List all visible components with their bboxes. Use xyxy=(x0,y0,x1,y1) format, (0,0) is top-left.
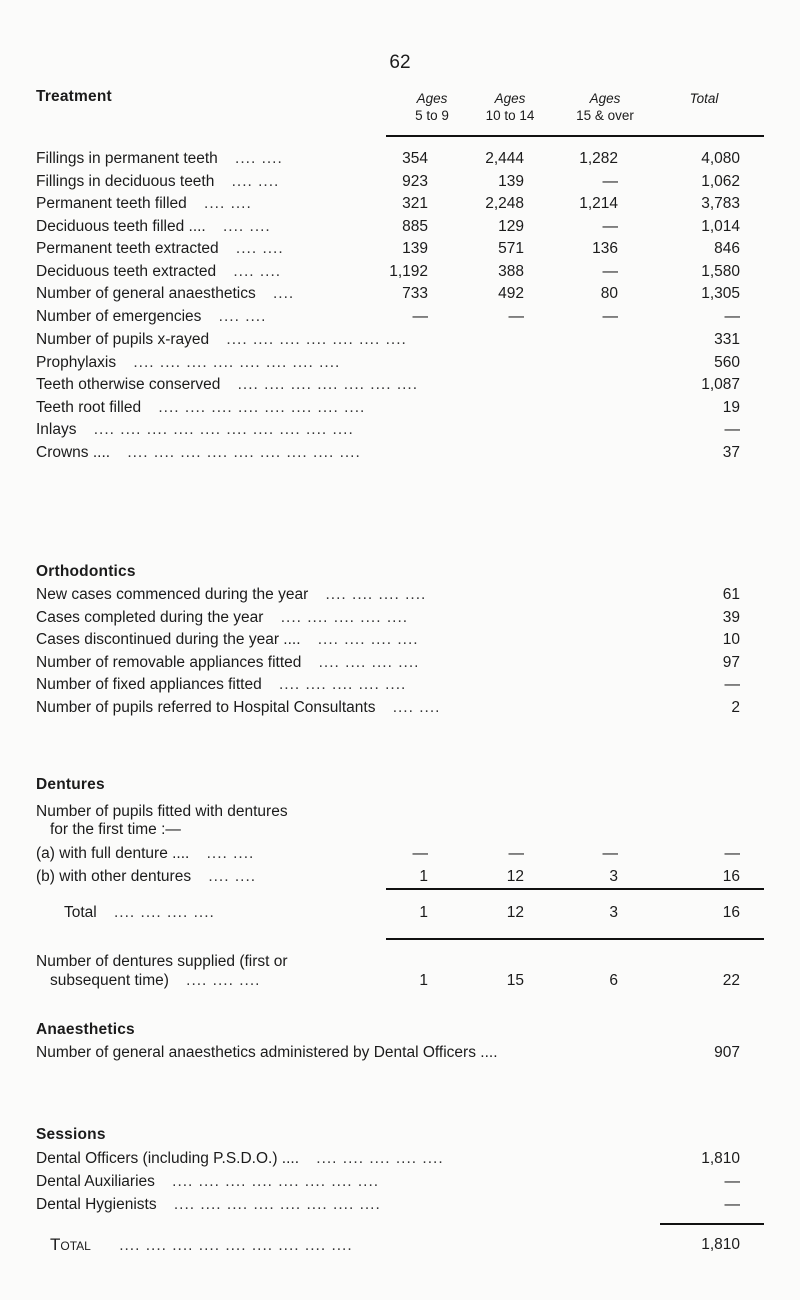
treatment-row-label: Number of emergencies .... .... xyxy=(36,307,267,325)
treatment-row-c1: 733 xyxy=(402,285,428,302)
dentures-heading: Dentures xyxy=(36,776,105,793)
treatment-row-c1: 139 xyxy=(402,240,428,257)
orthodontics-row-label: Number of removable appliances fitted .... .... .... .... xyxy=(36,653,420,671)
page-number: 62 xyxy=(389,52,411,73)
treatment-row-total: 1,014 xyxy=(701,217,740,235)
treatment-total-row-value: 37 xyxy=(722,443,740,461)
dentures-intro-line1: Number of pupils fitted with dentures xyxy=(36,803,288,820)
treatment-total-row-value: — xyxy=(724,421,740,438)
dentures-row-label: (a) with full denture .... .... .... xyxy=(36,845,255,862)
treatment-row-c3: 80 xyxy=(600,285,618,302)
treatment-row-c3: — xyxy=(602,262,618,280)
supplied-c2: 15 xyxy=(506,972,524,989)
orthodontics-row-value: — xyxy=(724,676,740,693)
col-header-15-over: Ages 15 & over xyxy=(576,91,634,123)
treatment-heading: Treatment xyxy=(36,88,112,105)
treatment-row-label: Permanent teeth extracted .... .... xyxy=(36,240,284,257)
orthodontics-row-value: 2 xyxy=(731,698,740,716)
header-rule xyxy=(386,135,764,137)
treatment-row-c2: — xyxy=(508,307,524,325)
treatment-total-row-label: Crowns .... .... .... .... .... .... .... .... .... .... xyxy=(36,443,361,461)
treatment-row-label: Fillings in deciduous teeth .... .... xyxy=(36,172,280,190)
treatment-row-c3: — xyxy=(602,172,618,190)
treatment-row-c3: 136 xyxy=(592,240,618,257)
col-header-total: Total xyxy=(689,91,719,106)
sessions-row-label: Dental Officers (including P.S.D.O.) .... .... .... .... .... .... xyxy=(36,1150,444,1167)
sessions-heading: Sessions xyxy=(36,1126,106,1143)
treatment-row-label: Deciduous teeth extracted .... .... xyxy=(36,262,282,280)
sessions-row-label: Dental Auxiliaries .... .... .... .... .... .... .... .... xyxy=(36,1173,380,1190)
treatment-row-total: 1,305 xyxy=(701,285,740,302)
treatment-row-c1: 354 xyxy=(402,150,428,167)
sessions-total-label: Total .... .... .... .... .... .... .... .... .... xyxy=(50,1235,353,1254)
anaesthetics-heading: Anaesthetics xyxy=(36,1021,135,1038)
dentures-row-total: — xyxy=(724,845,740,862)
treatment-total-row-value: 1,087 xyxy=(701,376,740,393)
treatment-row-c3: — xyxy=(602,217,618,235)
treatment-total-row-label: Inlays .... .... .... .... .... .... .... .... .... .... xyxy=(36,421,354,438)
treatment-row-total: 4,080 xyxy=(701,150,740,167)
treatment-total-row-label: Prophylaxis .... .... .... .... .... .... .... .... xyxy=(36,353,341,371)
col-header-5-9: Ages 5 to 9 xyxy=(415,91,449,123)
orthodontics-heading: Orthodontics xyxy=(36,563,136,580)
treatment-row-total: — xyxy=(724,307,740,325)
sessions-row-value: — xyxy=(724,1196,740,1213)
orthodontics-row-label: Number of pupils referred to Hospital Consultants .... .... xyxy=(36,698,441,716)
treatment-row-c1: 1,192 xyxy=(389,262,428,280)
dentures-row-c1: 1 xyxy=(419,867,428,885)
dentures-row-c1: — xyxy=(412,845,428,862)
sessions-row-value: 1,810 xyxy=(701,1150,740,1167)
dentures-rule-top xyxy=(386,888,764,890)
treatment-row-c2: 2,444 xyxy=(485,150,524,167)
sessions-row-value: — xyxy=(724,1173,740,1190)
treatment-total-row-value: 560 xyxy=(714,353,740,371)
treatment-row-total: 846 xyxy=(714,240,740,257)
dentures-row-label: (b) with other dentures .... .... xyxy=(36,867,257,885)
dentures-row-c3: — xyxy=(602,845,618,862)
treatment-row-c3: 1,282 xyxy=(579,150,618,167)
anaesthetics-label: Number of general anaesthetics administered by Dental Officers .... xyxy=(36,1044,498,1061)
orthodontics-row-label: Cases discontinued during the year .... .... .... .... .... xyxy=(36,631,419,648)
sessions-total-value: 1,810 xyxy=(701,1236,740,1253)
supplied-c3: 6 xyxy=(609,972,618,989)
treatment-row-c3: — xyxy=(602,307,618,325)
sessions-row-label: Dental Hygienists .... .... .... .... .... .... .... .... xyxy=(36,1196,381,1213)
col-header-10-14: Ages 10 to 14 xyxy=(485,91,535,123)
orthodontics-row-label: New cases commenced during the year .... .... .... .... xyxy=(36,586,427,603)
dentures-total-c1: 1 xyxy=(419,904,428,921)
dentures-row-c2: — xyxy=(508,845,524,862)
treatment-row-c2: 571 xyxy=(498,240,524,257)
orthodontics-row-value: 10 xyxy=(722,631,740,648)
treatment-row-total: 3,783 xyxy=(701,195,740,212)
treatment-row-c1: 321 xyxy=(402,195,428,212)
treatment-row-label: Fillings in permanent teeth .... .... xyxy=(36,150,283,167)
dentures-supplied-line2: subsequent time) .... .... .... xyxy=(50,972,261,989)
dentures-total-label: Total .... .... .... .... xyxy=(64,904,215,921)
orthodontics-row-label: Cases completed during the year .... .... .... .... .... xyxy=(36,608,409,626)
dentures-row-total: 16 xyxy=(722,867,740,885)
dentures-intro-line2: for the first time :— xyxy=(50,821,181,838)
sessions-rule xyxy=(660,1223,764,1225)
dentures-supplied-line1: Number of dentures supplied (first or xyxy=(36,953,288,970)
orthodontics-row-value: 97 xyxy=(722,653,740,671)
orthodontics-row-label: Number of fixed appliances fitted .... .... .... .... .... xyxy=(36,676,407,693)
supplied-c1: 1 xyxy=(419,972,428,989)
treatment-row-c2: 388 xyxy=(498,262,524,280)
treatment-row-c3: 1,214 xyxy=(579,195,618,212)
treatment-row-c2: 129 xyxy=(498,217,524,235)
treatment-row-label: Number of general anaesthetics .... xyxy=(36,285,295,302)
dentures-row-c3: 3 xyxy=(609,867,618,885)
treatment-row-c2: 139 xyxy=(498,172,524,190)
treatment-row-label: Deciduous teeth filled .... .... .... xyxy=(36,217,271,235)
dentures-total-total: 16 xyxy=(722,904,740,921)
treatment-row-c2: 492 xyxy=(498,285,524,302)
dentures-total-c2: 12 xyxy=(506,904,524,921)
treatment-row-total: 1,062 xyxy=(701,172,740,190)
treatment-row-label: Permanent teeth filled .... .... xyxy=(36,195,252,212)
treatment-total-row-label: Teeth root filled .... .... .... .... .... .... .... .... xyxy=(36,398,366,416)
treatment-row-c1: — xyxy=(412,307,428,325)
dentures-rule-bottom xyxy=(386,938,764,940)
orthodontics-row-value: 61 xyxy=(722,586,740,603)
anaesthetics-value: 907 xyxy=(714,1044,740,1061)
treatment-total-row-value: 19 xyxy=(722,398,740,416)
treatment-total-row-value: 331 xyxy=(714,331,740,348)
treatment-row-total: 1,580 xyxy=(701,262,740,280)
dentures-total-c3: 3 xyxy=(609,904,618,921)
treatment-total-row-label: Number of pupils x-rayed .... .... .... .... .... .... .... xyxy=(36,331,407,348)
dentures-row-c2: 12 xyxy=(506,867,524,885)
treatment-row-c1: 885 xyxy=(402,217,428,235)
treatment-row-c2: 2,248 xyxy=(485,195,524,212)
orthodontics-row-value: 39 xyxy=(722,608,740,626)
treatment-total-row-label: Teeth otherwise conserved .... .... .... .... .... .... .... xyxy=(36,376,419,393)
treatment-row-c1: 923 xyxy=(402,172,428,190)
supplied-total: 22 xyxy=(722,972,740,989)
